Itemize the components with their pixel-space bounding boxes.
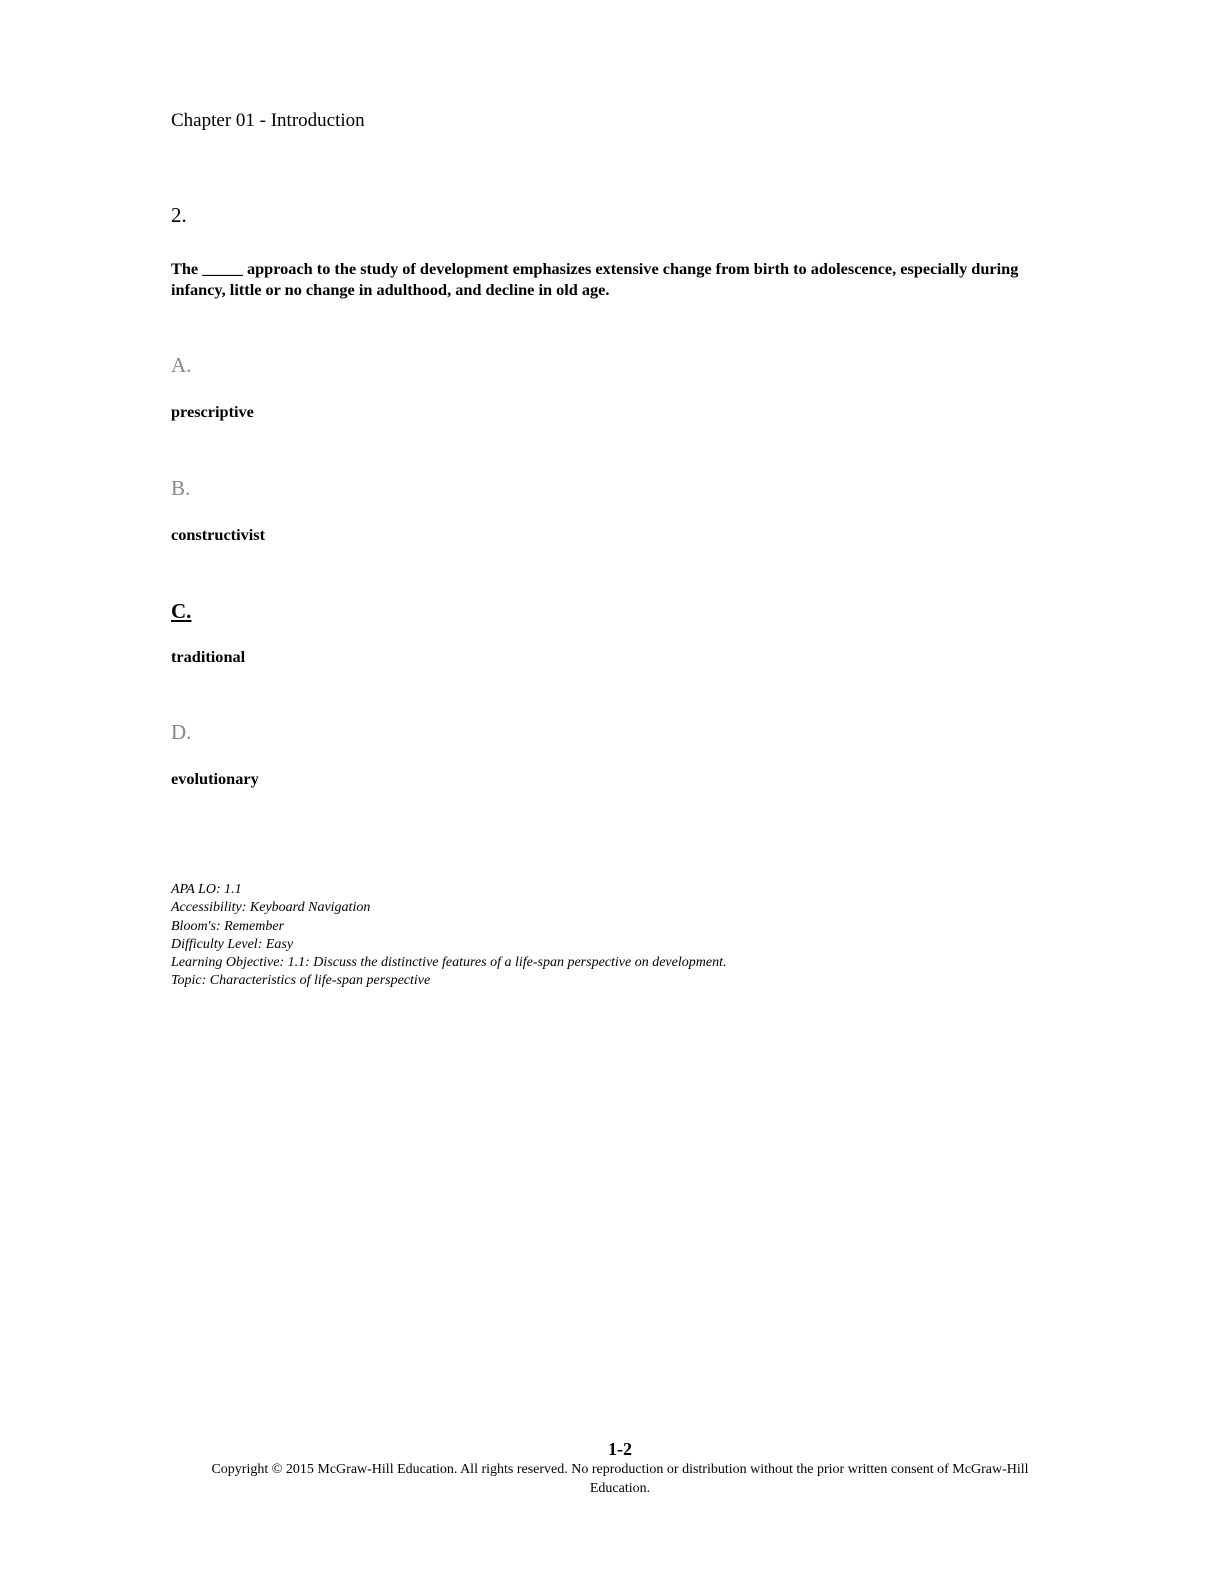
chapter-header: Chapter 01 - Introduction	[171, 110, 365, 131]
page-number: 1-2	[608, 1439, 632, 1459]
learning-objective: Learning Objective: 1.1: Discuss the distinctive features of a life-span perspective on development.	[171, 955, 727, 971]
difficulty-level: Difficulty Level: Easy	[171, 936, 294, 952]
choice-b-text: constructivist	[171, 525, 266, 544]
topic: Topic: Characteristics of life-span perspective	[171, 973, 431, 989]
choice-a-letter: A.	[171, 353, 192, 377]
choice-d-text: evolutionary	[171, 769, 259, 788]
choice-d-letter: D.	[171, 720, 192, 744]
choice-c-letter-correct: C.	[171, 599, 192, 623]
accessibility: Accessibility: Keyboard Navigation	[171, 900, 371, 916]
question-metadata	[171, 881, 726, 991]
question-stem: The _____ approach to the study of development emphasizes extensive change from birth to adolescence, especially during infancy, little or no change in adulthood, and decline in old age.	[171, 259, 1019, 299]
page-footer	[0, 1438, 1224, 1498]
copyright-notice: Copyright © 2015 McGraw-Hill Education. All rights reserved. No reproduction or distribution without the prior written consent of McGraw-Hill Education.	[211, 1462, 1029, 1496]
choice-a-text: prescriptive	[171, 402, 254, 421]
choice-b-letter: B.	[171, 476, 191, 500]
apa-lo: APA LO: 1.1	[171, 882, 242, 897]
blooms: Bloom's: Remember	[171, 918, 285, 934]
question-number: 2.	[171, 203, 187, 227]
choice-c-text: traditional	[171, 647, 246, 666]
